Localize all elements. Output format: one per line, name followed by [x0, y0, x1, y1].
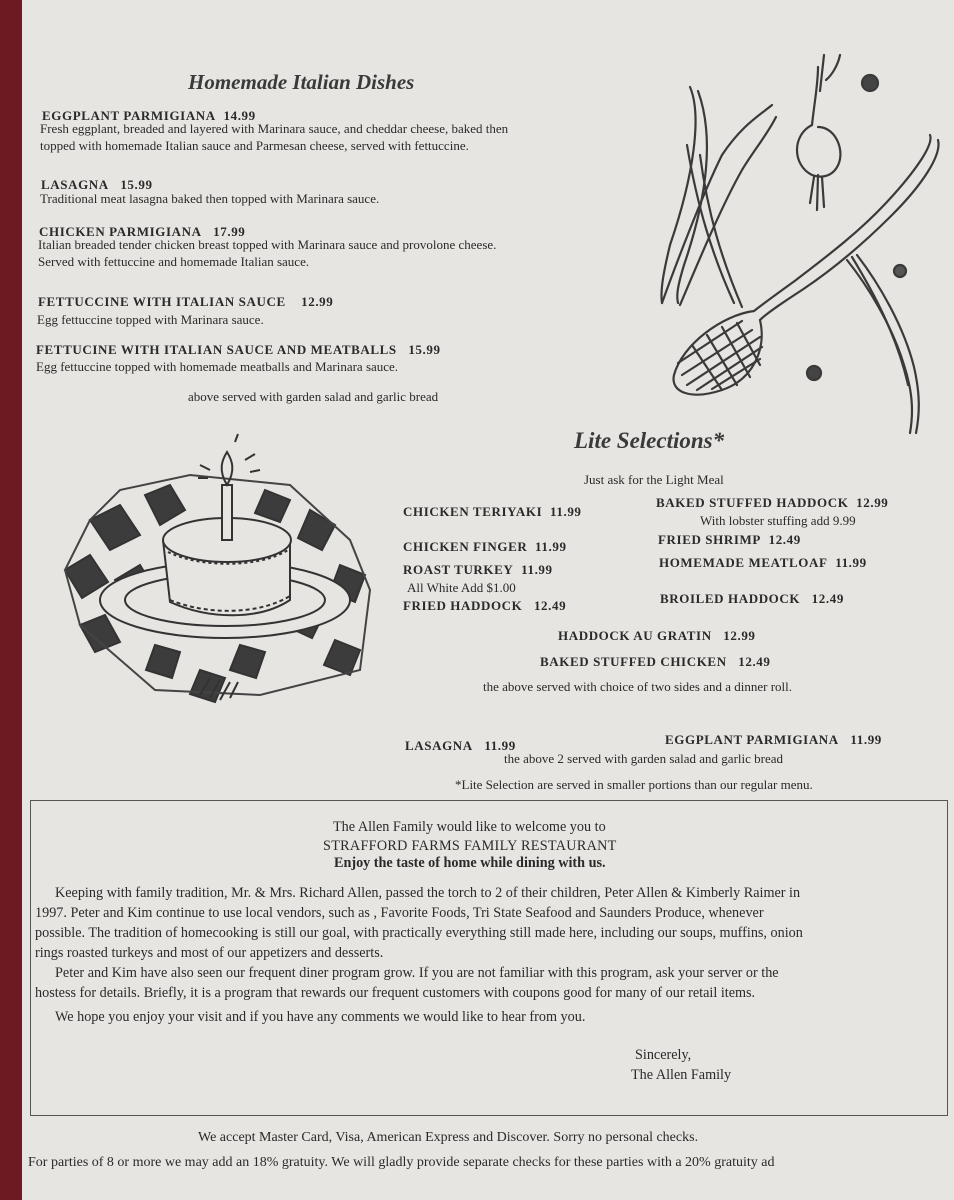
lite-item-lobster-note: With lobster stuffing add 9.99	[700, 513, 856, 528]
dish-lasagna-desc: Traditional meat lasagna baked then topped with Marinara sauce.	[40, 191, 380, 206]
lite-item-roast-turkey-note: All White Add $1.00	[407, 580, 516, 595]
lite-section-title: Lite Selections*	[574, 428, 725, 453]
dish-price: 15.99	[120, 177, 153, 192]
lite-item-fried-haddock: FRIED HADDOCK 12.49	[403, 598, 567, 613]
lite-center-note: the above served with choice of two sides and a dinner roll.	[483, 679, 793, 694]
dish-price: 15.99	[408, 342, 441, 357]
dish-fettuccine-desc: Egg fettuccine topped with Marinara sauce.	[37, 312, 264, 327]
lite-item-roast-turkey: ROAST TURKEY 11.99	[403, 562, 553, 577]
dish-price: 17.99	[213, 224, 246, 239]
lite-item-haddock-au-gratin: HADDOCK AU GRATIN 12.99	[558, 628, 756, 643]
dish-price: 14.99	[223, 108, 256, 123]
birthday-cake-illustration	[60, 430, 380, 715]
dish-eggplant-name: EGGPLANT PARMIGIANA 14.99	[42, 108, 256, 123]
dish-chicken-parm-name: CHICKEN PARMIGIANA 17.99	[39, 224, 246, 239]
lite-pair-note: the above 2 served with garden salad and garlic bread	[504, 751, 784, 766]
welcome-restaurant-name: STRAFFORD FARMS FAMILY RESTAURANT	[323, 838, 617, 854]
dish-eggplant-desc: Fresh eggplant, breaded and layered with Marinara sauce, and cheddar cheese, baked then topped with homemade Italian sauce and Parmesan cheese, served with fettuccine.	[40, 121, 509, 153]
gratuity-note: For parties of 8 or more we may add an 18% gratuity. We will gladly provide separate checks for these parties with a 20% gratuity ad	[28, 1155, 775, 1170]
dish-fettuccine-name: FETTUCCINE WITH ITALIAN SAUCE 12.99	[38, 294, 334, 309]
italian-section-title: Homemade Italian Dishes	[188, 70, 415, 94]
lite-item-homemade-meatloaf: HOMEMADE MEATLOAF 11.99	[659, 555, 867, 570]
lite-item-chicken-finger: CHICKEN FINGER 11.99	[403, 539, 567, 554]
welcome-paragraph-2: Peter and Kim have also seen our frequent diner program grow. If you are not familiar with this program, ask your server or the hostess for details. Briefly, it is a program that rewards our frequent customers with coupons good for many of our retail items.	[35, 965, 779, 1001]
lite-item-baked-stuffed-haddock: BAKED STUFFED HADDOCK 12.99	[656, 495, 889, 510]
dish-lasagna-name: LASAGNA 15.99	[41, 177, 153, 192]
lite-item-lasagna: LASAGNA 11.99	[405, 738, 516, 753]
welcome-signature: The Allen Family	[631, 1067, 732, 1083]
welcome-paragraph-1: Keeping with family tradition, Mr. & Mrs. Richard Allen, passed the torch to 2 of their children, Peter Allen & Kimberly Raimer in 1997. Peter and Kim continue to use local vendors, such as , Favorite Foods, Tri State Seafood and Saunders Produce, whenever possible. The tradition of homecooking is still our goal, with practically everything still made here, including our soups, muffins, onion rings roasted turkeys and most of our appetizers and desserts.	[35, 885, 803, 961]
lite-item-broiled-haddock: BROILED HADDOCK 12.49	[660, 591, 844, 606]
dish-price: 12.99	[301, 294, 334, 309]
welcome-box	[30, 800, 948, 1116]
menu-page	[22, 0, 954, 1200]
welcome-tagline: Enjoy the taste of home while dining with us.	[334, 855, 606, 871]
lite-item-baked-stuffed-chicken: BAKED STUFFED CHICKEN 12.49	[540, 654, 771, 669]
lite-footnote: *Lite Selection are served in smaller portions than our regular menu.	[455, 777, 813, 792]
payment-note: We accept Master Card, Visa, American Express and Discover. Sorry no personal checks.	[198, 1130, 699, 1145]
lite-item-fried-shrimp: FRIED SHRIMP 12.49	[658, 532, 801, 547]
dish-fettucine-meatballs-desc: Egg fettuccine topped with homemade meatballs and Marinara sauce.	[36, 359, 399, 374]
welcome-line-1: The Allen Family would like to welcome you to	[333, 819, 606, 835]
lite-item-chicken-teriyaki: CHICKEN TERIYAKI 11.99	[403, 504, 582, 519]
lite-subtitle: Just ask for the Light Meal	[584, 472, 724, 487]
vegetables-strainer-illustration	[642, 45, 952, 440]
dish-fettucine-meatballs-name: FETTUCINE WITH ITALIAN SAUCE AND MEATBALLS 15.99	[36, 342, 441, 357]
italian-note: above served with garden salad and garlic bread	[188, 389, 439, 404]
welcome-paragraph-3: We hope you enjoy your visit and if you have any comments we would like to hear from you.	[55, 1009, 586, 1025]
dish-chicken-parm-desc: Italian breaded tender chicken breast topped with Marinara sauce and provolone cheese. Served with fettuccine and homemade Italian sauce.	[38, 237, 497, 269]
welcome-closing: Sincerely,	[635, 1047, 692, 1063]
lite-item-eggplant-parmigiana: EGGPLANT PARMIGIANA 11.99	[665, 732, 882, 747]
